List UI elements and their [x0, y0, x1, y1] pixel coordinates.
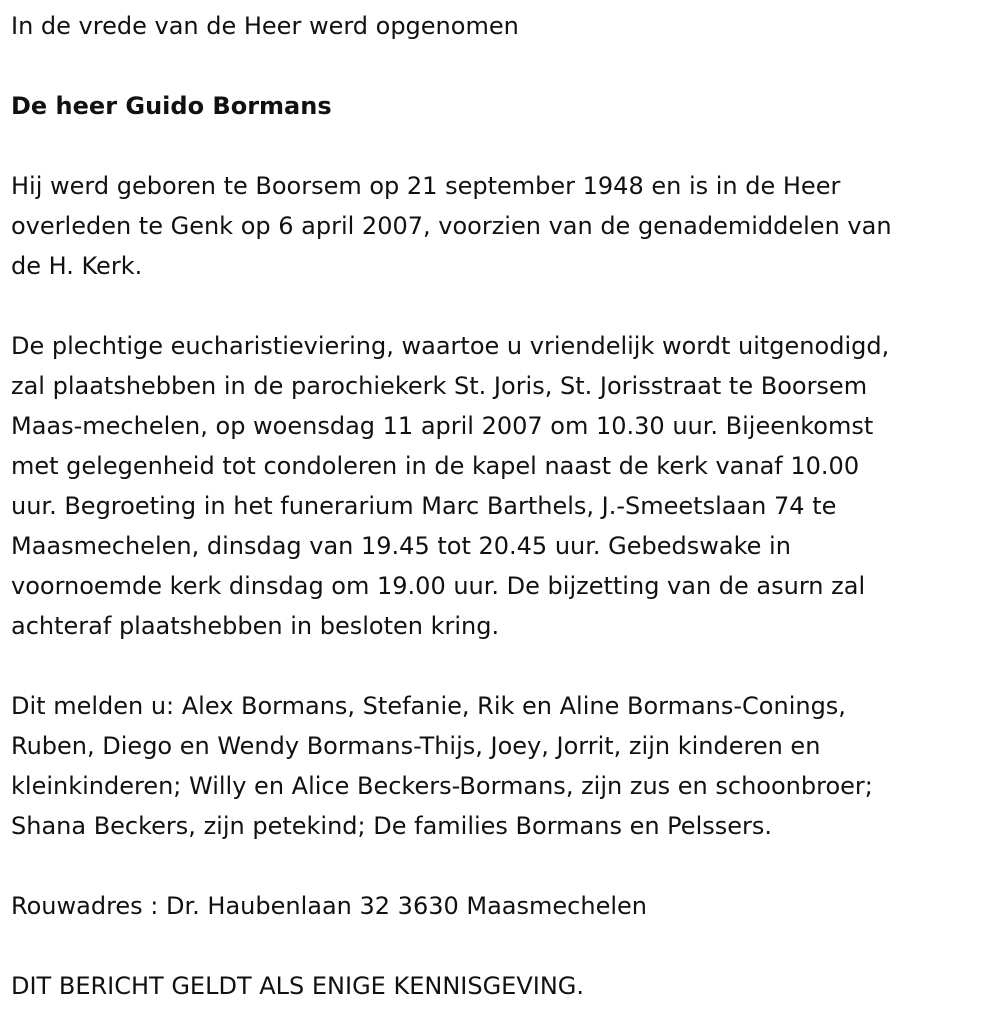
family-paragraph [11, 686, 990, 846]
paragraph-line: Shana Beckers, zijn petekind; De families Bormans en Pelssers. [11, 812, 773, 840]
paragraph-line: Maasmechelen, dinsdag van 19.45 tot 20.45 uur. Gebedswake in [11, 532, 791, 560]
spacer [11, 286, 990, 326]
birth-death-paragraph [11, 166, 990, 286]
paragraph-line: Ruben, Diego en Wendy Bormans-Thijs, Joey, Jorrit, zijn kinderen en [11, 732, 821, 760]
paragraph-line: Dit melden u: Alex Bormans, Stefanie, Rik en Aline Bormans-Conings, [11, 692, 846, 720]
paragraph-line: De plechtige eucharistieviering, waartoe u vriendelijk wordt uitgenodigd, [11, 332, 890, 360]
paragraph-line: de H. Kerk. [11, 252, 143, 280]
deceased-name: De heer Guido Bormans [11, 92, 332, 120]
paragraph-line: met gelegenheid tot condoleren in de kapel naast de kerk vanaf 10.00 [11, 452, 860, 480]
mourning-address: Rouwadres : Dr. Haubenlaan 32 3630 Maasmechelen [11, 892, 647, 920]
paragraph-line: uur. Begroeting in het funerarium Marc Barthels, J.-Smeetslaan 74 te [11, 492, 837, 520]
paragraph-line: overleden te Genk op 6 april 2007, voorzien van de genademiddelen van [11, 212, 892, 240]
ceremony-paragraph [11, 326, 990, 646]
spacer [11, 846, 990, 886]
closing-statement: DIT BERICHT GELDT ALS ENIGE KENNISGEVING. [11, 972, 585, 1000]
paragraph-line: Hij werd geboren te Boorsem op 21 september 1948 en is in de Heer [11, 172, 841, 200]
spacer [11, 926, 990, 966]
paragraph-line: achteraf plaatshebben in besloten kring. [11, 612, 500, 640]
paragraph-line: Maas-mechelen, op woensdag 11 april 2007 om 10.30 uur. Bijeenkomst [11, 412, 874, 440]
spacer [11, 46, 990, 86]
paragraph-line: voornoemde kerk dinsdag om 19.00 uur. De bijzetting van de asurn zal [11, 572, 866, 600]
spacer [11, 646, 990, 686]
intro-line: In de vrede van de Heer werd opgenomen [11, 12, 519, 40]
spacer [11, 126, 990, 166]
paragraph-line: kleinkinderen; Willy en Alice Beckers-Bormans, zijn zus en schoonbroer; [11, 772, 873, 800]
paragraph-line: zal plaatshebben in de parochiekerk St. Joris, St. Jorisstraat te Boorsem [11, 372, 868, 400]
